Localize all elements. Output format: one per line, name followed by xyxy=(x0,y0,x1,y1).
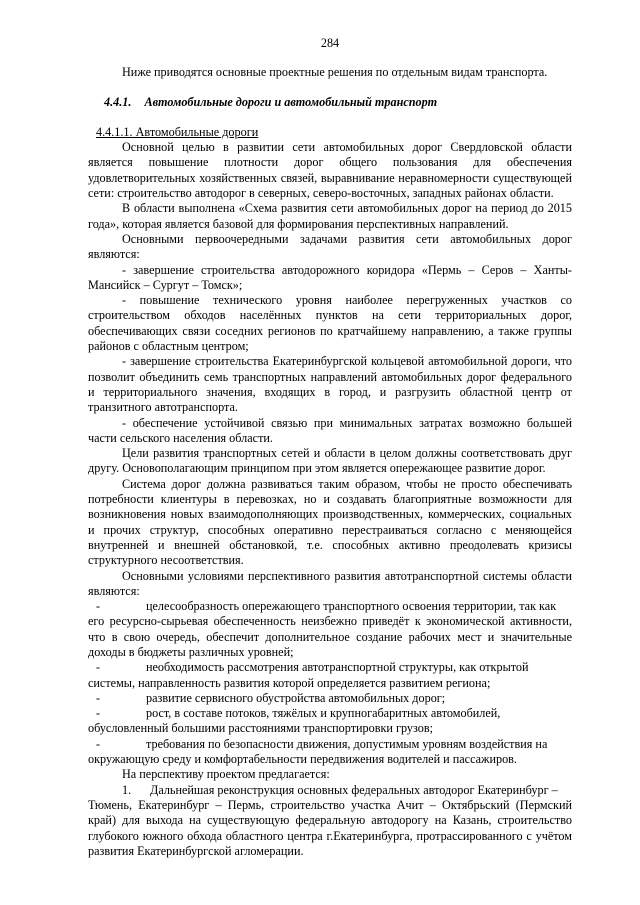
paragraph-tasks-intro: Основными первоочередными задачами развития сети автомобильных дорог являются: xyxy=(88,231,572,262)
paragraph-proposals-intro: На перспективу проектом предлагается: xyxy=(122,767,330,782)
proposal-text-continued: Тюмень, Екатеринбург – Пермь, строительство участка Ачит – Октябрьский (Пермский край) для выхода на существующую федеральную автодорогу на Казань, строительство глубокого южного обхода областного центра г.Екатеринбурга, протрассированного с учётом развития Екатеринбургской агломерации. xyxy=(88,797,572,858)
intro-paragraph: Ниже приводятся основные проектные решения по отдельным видам транспорта. xyxy=(122,65,548,80)
condition-text-continued: системы, направленность развития которой определяется развитием региона; xyxy=(88,675,491,690)
condition-text-continued: его ресурсно-сырьевая обеспеченность неизбежно приведёт к экономической активности, что в свою очередь, обеспечит дополнительное создание рабочих мест и значительные доходы в бюджеты различных уровней; xyxy=(88,614,572,659)
condition-text: необходимость рассмотрения автотранспортной структуры, как открытой xyxy=(146,660,529,675)
conditions-list xyxy=(88,599,572,767)
proposal-item xyxy=(88,783,572,798)
paragraph-system: Система дорог должна развиваться таким образом, чтобы не просто обеспечивать потребности клиентуры в перевозках, но и создавать благоприятные возможности для возникновения новых взаимодополняющих производственных, коммерческих, социальных и прочих структур, способных оперативно перестраиваться согласно с меняющейся внутренней и внешней обстановкой, т.е. способных активно преодолевать кризисы структурного несоответствия. xyxy=(88,476,572,568)
page-number: 284 xyxy=(320,36,340,50)
subsection-heading: 4.4.1.1. Автомобильные дороги xyxy=(96,124,259,139)
condition-text-continued: обусловленный большими расстояниями транспортировки грузов; xyxy=(88,721,433,736)
condition-text: рост, в составе потоков, тяжёлых и крупногабаритных автомобилей, xyxy=(146,706,501,721)
list-dash: - xyxy=(96,599,101,614)
condition-item xyxy=(88,706,572,721)
list-dash: - xyxy=(96,690,101,705)
condition-text: требования по безопасности движения, допустимым уровням воздействия на xyxy=(146,736,548,751)
condition-item xyxy=(88,737,572,752)
condition-item xyxy=(88,599,572,614)
paragraph-goal: Основной целью в развитии сети автомобильных дорог Свердловской области является повышение плотности дорог общего пользования для обеспечения удовлетворительных хозяйственных связей, выравнивание неравномерности существующей сети: строительство автодорог в северных, северо-восточных, западных районах области. xyxy=(88,140,572,201)
section-title: Автомобильные дороги и автомобильный транспорт xyxy=(144,94,438,109)
section-number: 4.4.1. xyxy=(104,94,132,109)
list-dash: - xyxy=(96,660,101,675)
paragraph-conditions-intro: Основными условиями перспективного развития автотранспортной системы области являются: xyxy=(88,568,572,598)
condition-item xyxy=(88,660,572,675)
condition-text: целесообразность опережающего транспортного освоения территории, так как xyxy=(146,599,557,614)
paragraph-scheme: В области выполнена «Схема развития сети автомобильных дорог на период до 2015 года», которая является базовой для формирования перспективных направлений. xyxy=(88,201,572,231)
task-item: - обеспечение устойчивой связью при минимальных затратах возможно большей части сельского населения области. xyxy=(88,415,572,445)
proposal-number: 1. xyxy=(122,782,132,797)
condition-text-continued: окружающую среду и комфортабельности передвижения водителей и пассажиров. xyxy=(88,752,517,767)
condition-text: развитие сервисного обустройства автомобильных дорог; xyxy=(146,690,446,705)
task-item: - повышение технического уровня наиболее перегруженных участков со строительством обходов населённых пунктов на сети территориальных дорог, обеспечивающих связи соседних регионов по кратчайшему направлению, а также группы районов с областным центром; xyxy=(88,293,572,354)
task-item: - завершение строительства автодорожного коридора «Пермь – Серов – Ханты-Мансийск – Сургут – Томск»; xyxy=(88,262,572,292)
section-heading xyxy=(88,95,572,110)
list-dash: - xyxy=(96,736,101,751)
document-page xyxy=(88,36,572,859)
list-dash: - xyxy=(96,706,101,721)
paragraph-goals: Цели развития транспортных сетей и области в целом должны соответствовать друг другу. Основополагающим принципом при этом является опережающее развитие дорог. xyxy=(88,446,572,476)
condition-item xyxy=(88,691,572,706)
proposal-text: Дальнейшая реконструкция основных федеральных автодорог Екатеринбург – xyxy=(150,782,558,797)
task-item: - завершение строительства Екатеринбургской кольцевой автомобильной дороги, что позволит объединить семь транспортных направлений автомобильных дорог федерального и территориального значения, входящих в город, и разгрузить областной центр от транзитного автотранспорта. xyxy=(88,354,572,415)
